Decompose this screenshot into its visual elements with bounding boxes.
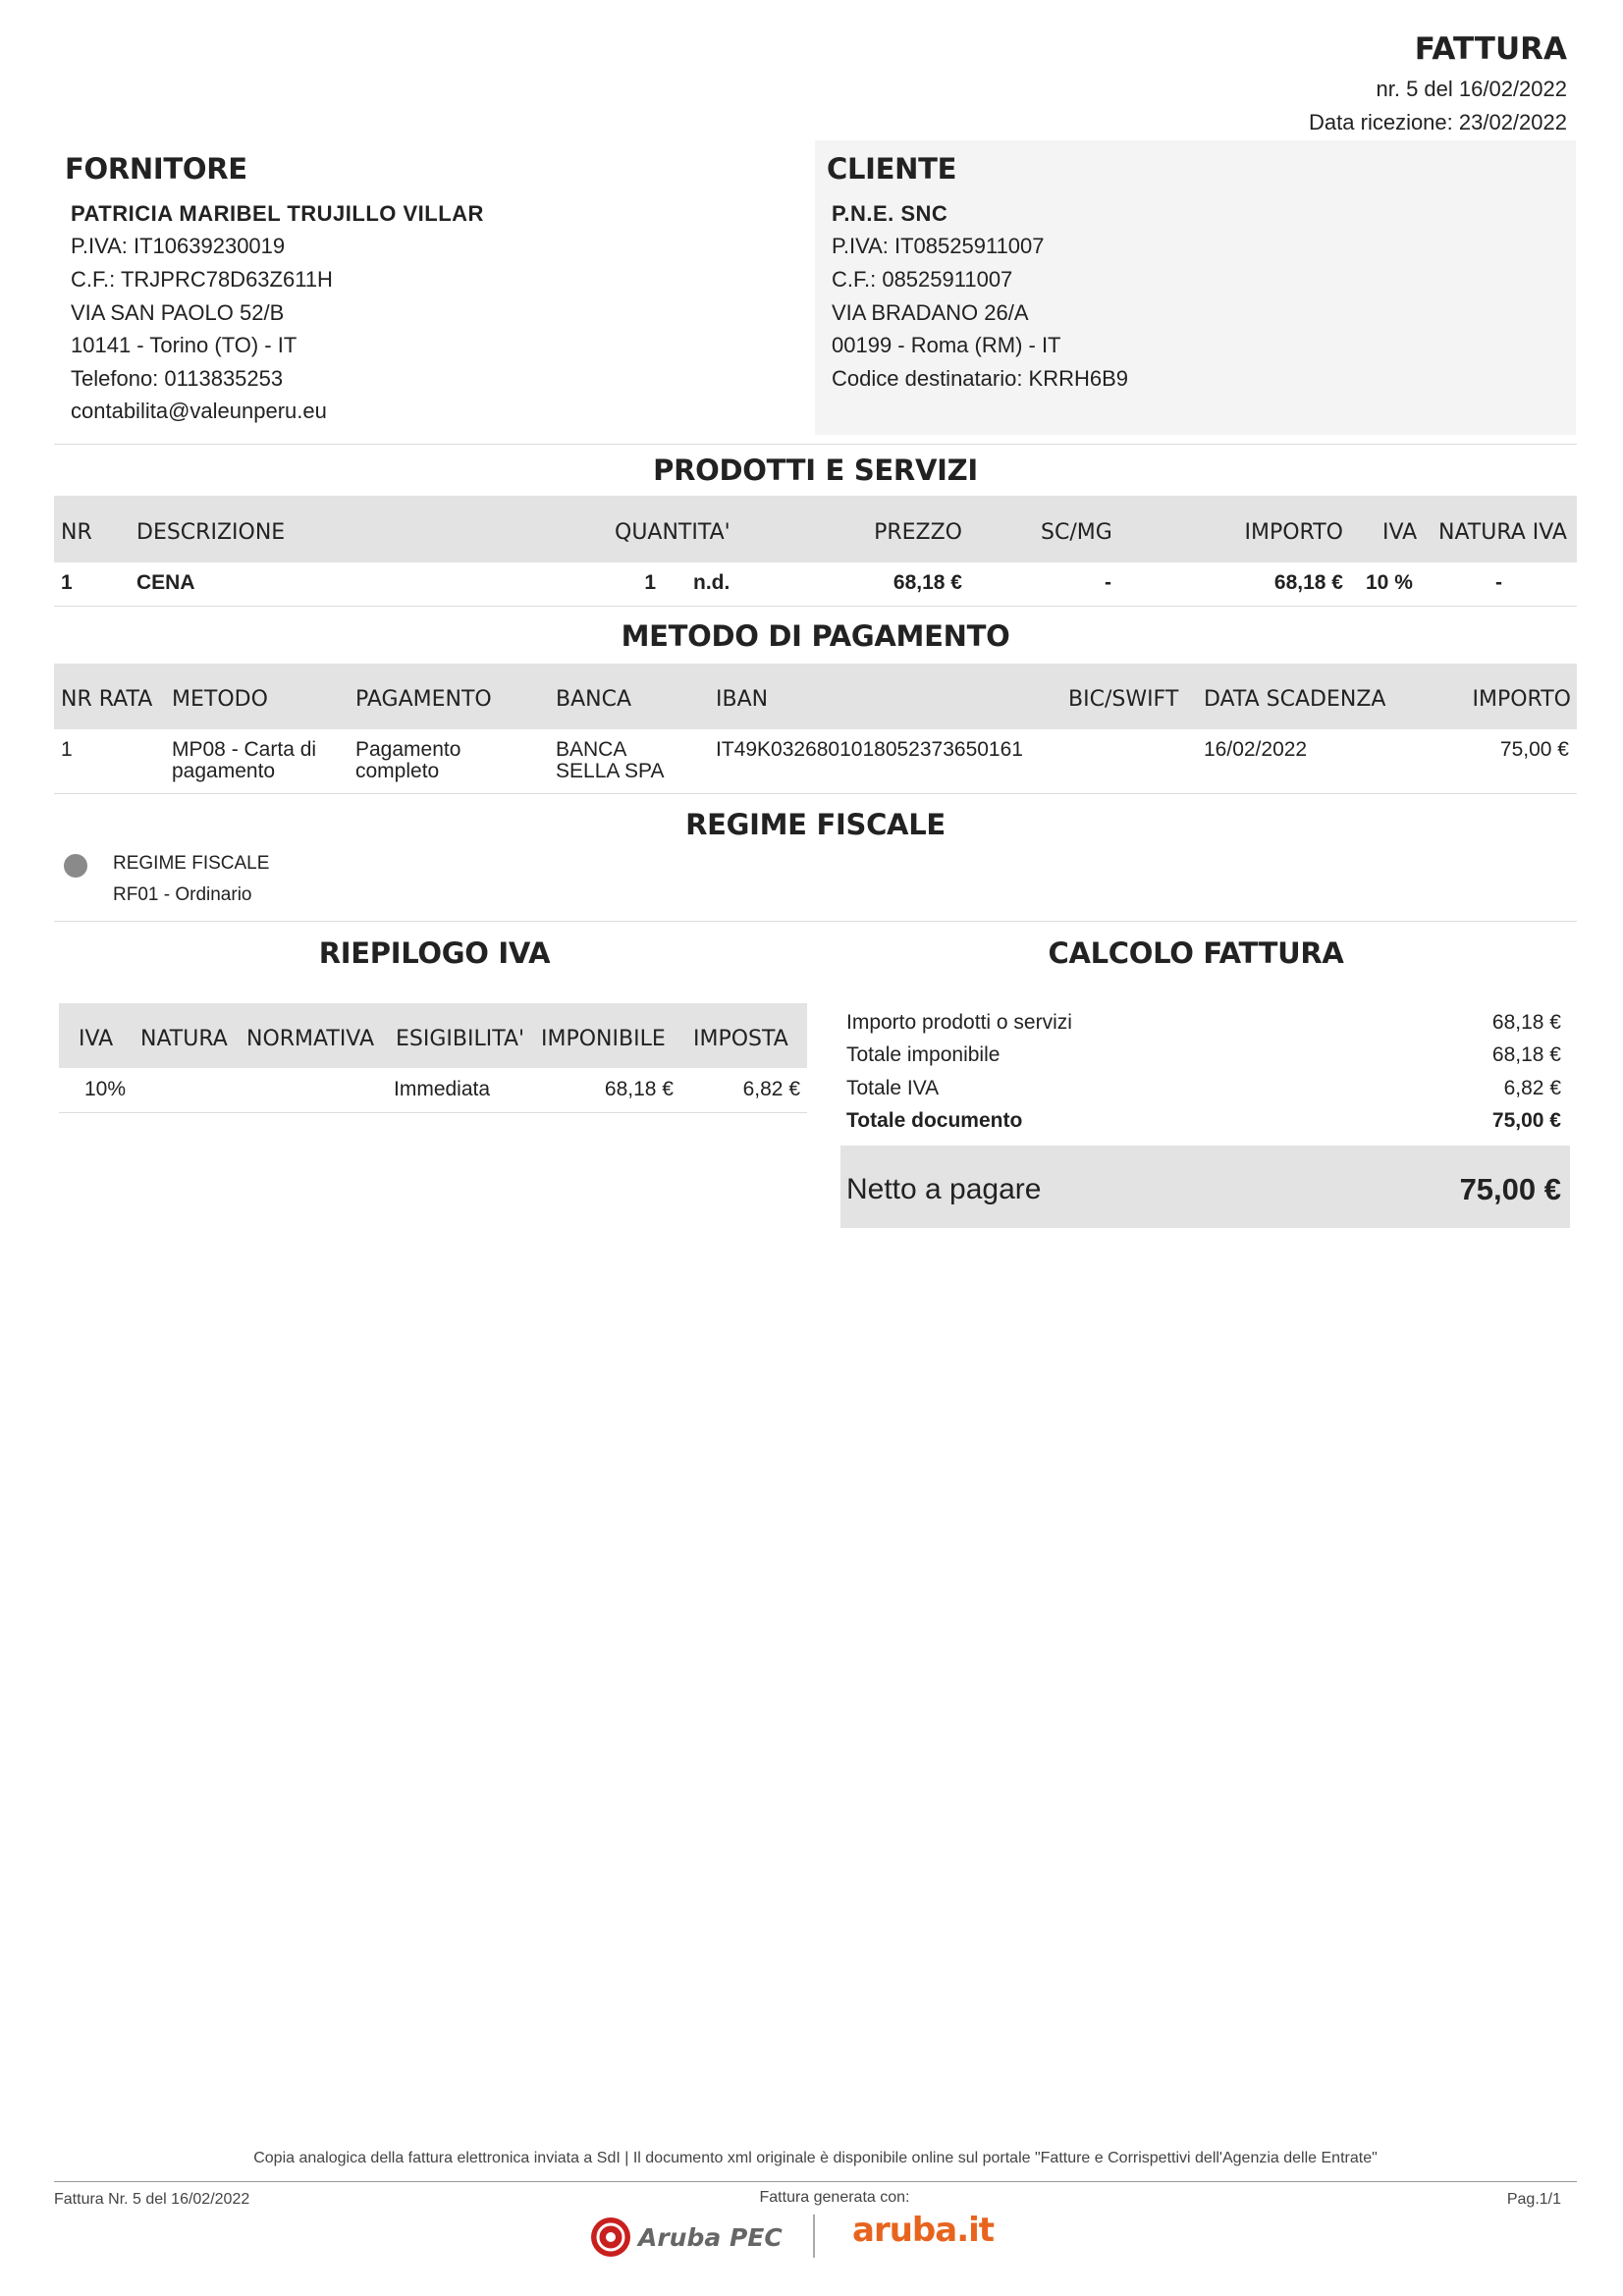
vat-rate: 10% bbox=[84, 1078, 127, 1100]
supplier-address: VIA SAN PAOLO 52/B bbox=[71, 300, 285, 325]
client-name: P.N.E. SNC bbox=[832, 201, 948, 226]
document-number: nr. 5 del 16/02/2022 bbox=[1376, 77, 1567, 101]
document-type: FATTURA bbox=[1414, 31, 1567, 67]
products-col-descrizione: DESCRIZIONE bbox=[136, 520, 286, 545]
payment-iban: IT49K0326801018052373650161 bbox=[716, 738, 1023, 761]
products-col-scmg: SC/MG bbox=[1041, 520, 1112, 545]
supplier-email: contabilita@valeunperu.eu bbox=[71, 399, 327, 423]
payment-nr-rata: 1 bbox=[61, 738, 73, 761]
bullet-icon bbox=[64, 854, 87, 878]
product-price: 68,18 € bbox=[893, 571, 962, 594]
payment-col-importo: IMPORTO bbox=[1472, 687, 1571, 712]
aruba-pec-text: Aruba PEC bbox=[638, 2222, 783, 2252]
client-piva: P.IVA: IT08525911007 bbox=[832, 234, 1045, 258]
products-col-prezzo: PREZZO bbox=[874, 520, 962, 545]
divider bbox=[54, 793, 1577, 794]
divider bbox=[59, 1112, 807, 1113]
payment-col-nr-rata: NR RATA bbox=[61, 687, 153, 712]
footer-divider bbox=[54, 2181, 1577, 2182]
vat-col-normativa: NORMATIVA bbox=[246, 1027, 375, 1051]
product-nr: 1 bbox=[61, 571, 73, 594]
vat-col-natura: NATURA bbox=[140, 1027, 228, 1051]
supplier-phone: Telefono: 0113835253 bbox=[71, 366, 284, 391]
calc-value-total: 75,00 € bbox=[1491, 1109, 1561, 1132]
product-discount: - bbox=[1105, 571, 1111, 594]
payment-type-line1: Pagamento bbox=[355, 738, 461, 761]
footer-disclaimer: Copia analogica della fattura elettronica inviata a SdI | Il documento xml originale è disponibile online sul portale "Fatture e Corrispettivi dell'Agenzia delle Entrate" bbox=[253, 2150, 1378, 2166]
calc-label-imponibile: Totale imponibile bbox=[846, 1043, 1001, 1066]
payment-col-pagamento: PAGAMENTO bbox=[355, 687, 492, 712]
product-description: CENA bbox=[136, 571, 195, 594]
supplier-piva: P.IVA: IT10639230019 bbox=[71, 234, 286, 258]
payment-type-line2: completo bbox=[355, 760, 440, 782]
calc-value-products: 68,18 € bbox=[1491, 1011, 1561, 1034]
divider bbox=[54, 921, 1577, 922]
payment-col-scadenza: DATA SCADENZA bbox=[1204, 687, 1386, 712]
payment-method-line1: MP08 - Carta di bbox=[172, 738, 317, 761]
supplier-name: PATRICIA MARIBEL TRUJILLO VILLAR bbox=[71, 201, 484, 226]
product-quantity: 1 bbox=[644, 571, 656, 594]
divider bbox=[54, 606, 1577, 607]
vat-col-imposta: IMPOSTA bbox=[693, 1027, 788, 1051]
invoice-calc-title: CALCOLO FATTURA bbox=[1048, 936, 1344, 970]
tax-regime-label: REGIME FISCALE bbox=[113, 853, 270, 874]
payment-method-line2: pagamento bbox=[172, 760, 276, 782]
tax-regime-value: RF01 - Ordinario bbox=[113, 884, 252, 905]
payment-bank-line2: SELLA SPA bbox=[556, 760, 665, 782]
products-col-natura: NATURA IVA bbox=[1438, 520, 1567, 545]
footer-generated-with: Fattura generata con: bbox=[759, 2189, 910, 2206]
footer-invoice-ref: Fattura Nr. 5 del 16/02/2022 bbox=[54, 2191, 250, 2208]
payment-col-iban: IBAN bbox=[716, 687, 769, 712]
products-col-iva: IVA bbox=[1382, 520, 1418, 545]
calc-value-iva: 6,82 € bbox=[1503, 1077, 1561, 1099]
vat-summary-title: RIEPILOGO IVA bbox=[318, 936, 551, 970]
vat-esigibilita: Immediata bbox=[394, 1078, 491, 1100]
logo-separator bbox=[813, 2215, 815, 2258]
payment-amount: 75,00 € bbox=[1499, 738, 1569, 761]
supplier-cf: C.F.: TRJPRC78D63Z611H bbox=[71, 267, 333, 292]
vat-col-imponibile: IMPONIBILE bbox=[541, 1027, 666, 1051]
product-vat-nature: - bbox=[1495, 571, 1502, 594]
calc-label-iva: Totale IVA bbox=[846, 1077, 940, 1099]
products-col-quantita: QUANTITA' bbox=[615, 520, 730, 545]
client-city: 00199 - Roma (RM) - IT bbox=[832, 333, 1061, 357]
vat-col-iva: IVA bbox=[79, 1027, 114, 1051]
payment-col-bic: BIC/SWIFT bbox=[1068, 687, 1179, 712]
products-title: PRODOTTI E SERVIZI bbox=[653, 454, 978, 487]
client-heading: CLIENTE bbox=[827, 152, 957, 186]
product-unit: n.d. bbox=[693, 571, 730, 594]
aruba-it-logo: aruba.it bbox=[852, 2211, 995, 2250]
vat-imposta: 6,82 € bbox=[742, 1078, 800, 1100]
payment-col-metodo: METODO bbox=[172, 687, 268, 712]
payment-due-date: 16/02/2022 bbox=[1204, 738, 1308, 761]
payment-col-banca: BANCA bbox=[556, 687, 632, 712]
products-col-importo: IMPORTO bbox=[1244, 520, 1343, 545]
products-col-nr: NR bbox=[61, 520, 92, 545]
tax-regime-title: REGIME FISCALE bbox=[685, 808, 946, 841]
net-to-pay-value: 75,00 € bbox=[1459, 1172, 1561, 1206]
net-to-pay-label: Netto a pagare bbox=[846, 1173, 1042, 1205]
client-address: VIA BRADANO 26/A bbox=[832, 300, 1029, 325]
payment-bank-line1: BANCA bbox=[556, 738, 627, 761]
product-vat: 10 % bbox=[1366, 571, 1413, 594]
aruba-pec-seal-icon bbox=[589, 2216, 632, 2259]
supplier-heading: FORNITORE bbox=[65, 152, 247, 186]
product-amount: 68,18 € bbox=[1273, 571, 1343, 594]
calc-label-products: Importo prodotti o servizi bbox=[846, 1011, 1072, 1034]
client-destination-code: Codice destinatario: KRRH6B9 bbox=[832, 366, 1129, 391]
calc-label-total: Totale documento bbox=[846, 1109, 1023, 1132]
aruba-pec-logo bbox=[589, 2216, 783, 2258]
footer-page: Pag.1/1 bbox=[1506, 2191, 1561, 2208]
supplier-city: 10141 - Torino (TO) - IT bbox=[71, 333, 298, 357]
divider bbox=[54, 444, 1577, 445]
calc-value-imponibile: 68,18 € bbox=[1491, 1043, 1561, 1066]
payment-title: METODO DI PAGAMENTO bbox=[621, 619, 1010, 653]
vat-imponibile: 68,18 € bbox=[604, 1078, 674, 1100]
vat-col-esigibilita: ESIGIBILITA' bbox=[396, 1027, 525, 1051]
client-cf: C.F.: 08525911007 bbox=[832, 267, 1013, 292]
reception-date: Data ricezione: 23/02/2022 bbox=[1309, 110, 1567, 134]
